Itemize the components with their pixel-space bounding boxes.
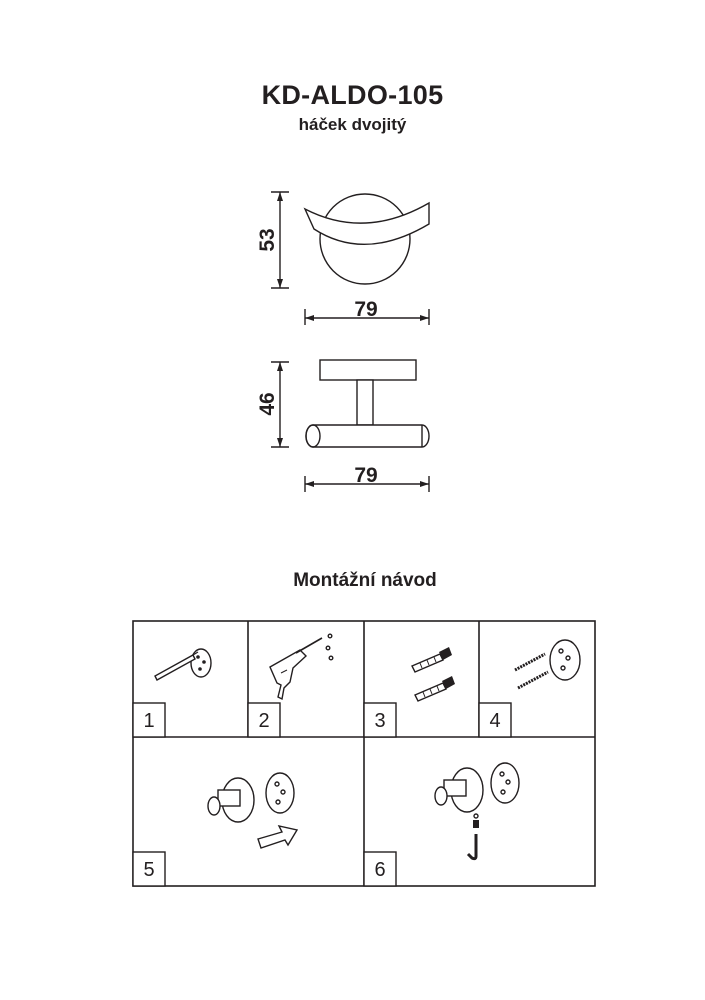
drill-icon [270, 634, 333, 699]
wall-plug-icon [412, 647, 455, 701]
front-width-label: 79 [354, 298, 378, 321]
mounting-plate [320, 360, 416, 380]
screw-icon [515, 640, 580, 688]
step-5-number-box [133, 852, 165, 886]
step-3-number-box [364, 703, 396, 737]
arrowhead [305, 315, 314, 321]
step-1-number-box [133, 703, 165, 737]
step-5-number: 5 [143, 859, 155, 881]
instruction-grid [125, 612, 605, 897]
arrowhead [277, 192, 283, 201]
step-4-number-box [479, 703, 511, 737]
product-code: KD-ALDO-105 [261, 80, 444, 110]
front-height-label: 53 [256, 228, 279, 252]
arrowhead [277, 362, 283, 371]
pencil-icon [155, 649, 211, 680]
hook-stem [357, 380, 373, 425]
step-2-number-box [248, 703, 280, 737]
step-6-number: 6 [374, 859, 386, 881]
side-height-label: 46 [256, 392, 279, 416]
side-view-drawing [250, 345, 450, 495]
instructions-title: Montážní návod [293, 570, 437, 591]
arrowhead [420, 315, 429, 321]
step-6-number-box [364, 852, 396, 886]
arrowhead [420, 481, 429, 487]
arrowhead [277, 438, 283, 447]
hook-rod [306, 425, 429, 447]
step-3-number: 3 [374, 710, 386, 732]
allen-key-icon [435, 763, 519, 859]
arrowhead [305, 481, 314, 487]
hook-mount-icon [208, 773, 294, 822]
product-name: háček dvojitý [298, 115, 407, 134]
step-2-number: 2 [258, 710, 270, 732]
arrow-right-icon [258, 826, 297, 848]
step-1-number: 1 [143, 710, 155, 732]
arrowhead [277, 279, 283, 288]
front-view-drawing [250, 180, 450, 330]
side-width-label: 79 [354, 464, 378, 487]
step-4-number: 4 [489, 710, 501, 732]
